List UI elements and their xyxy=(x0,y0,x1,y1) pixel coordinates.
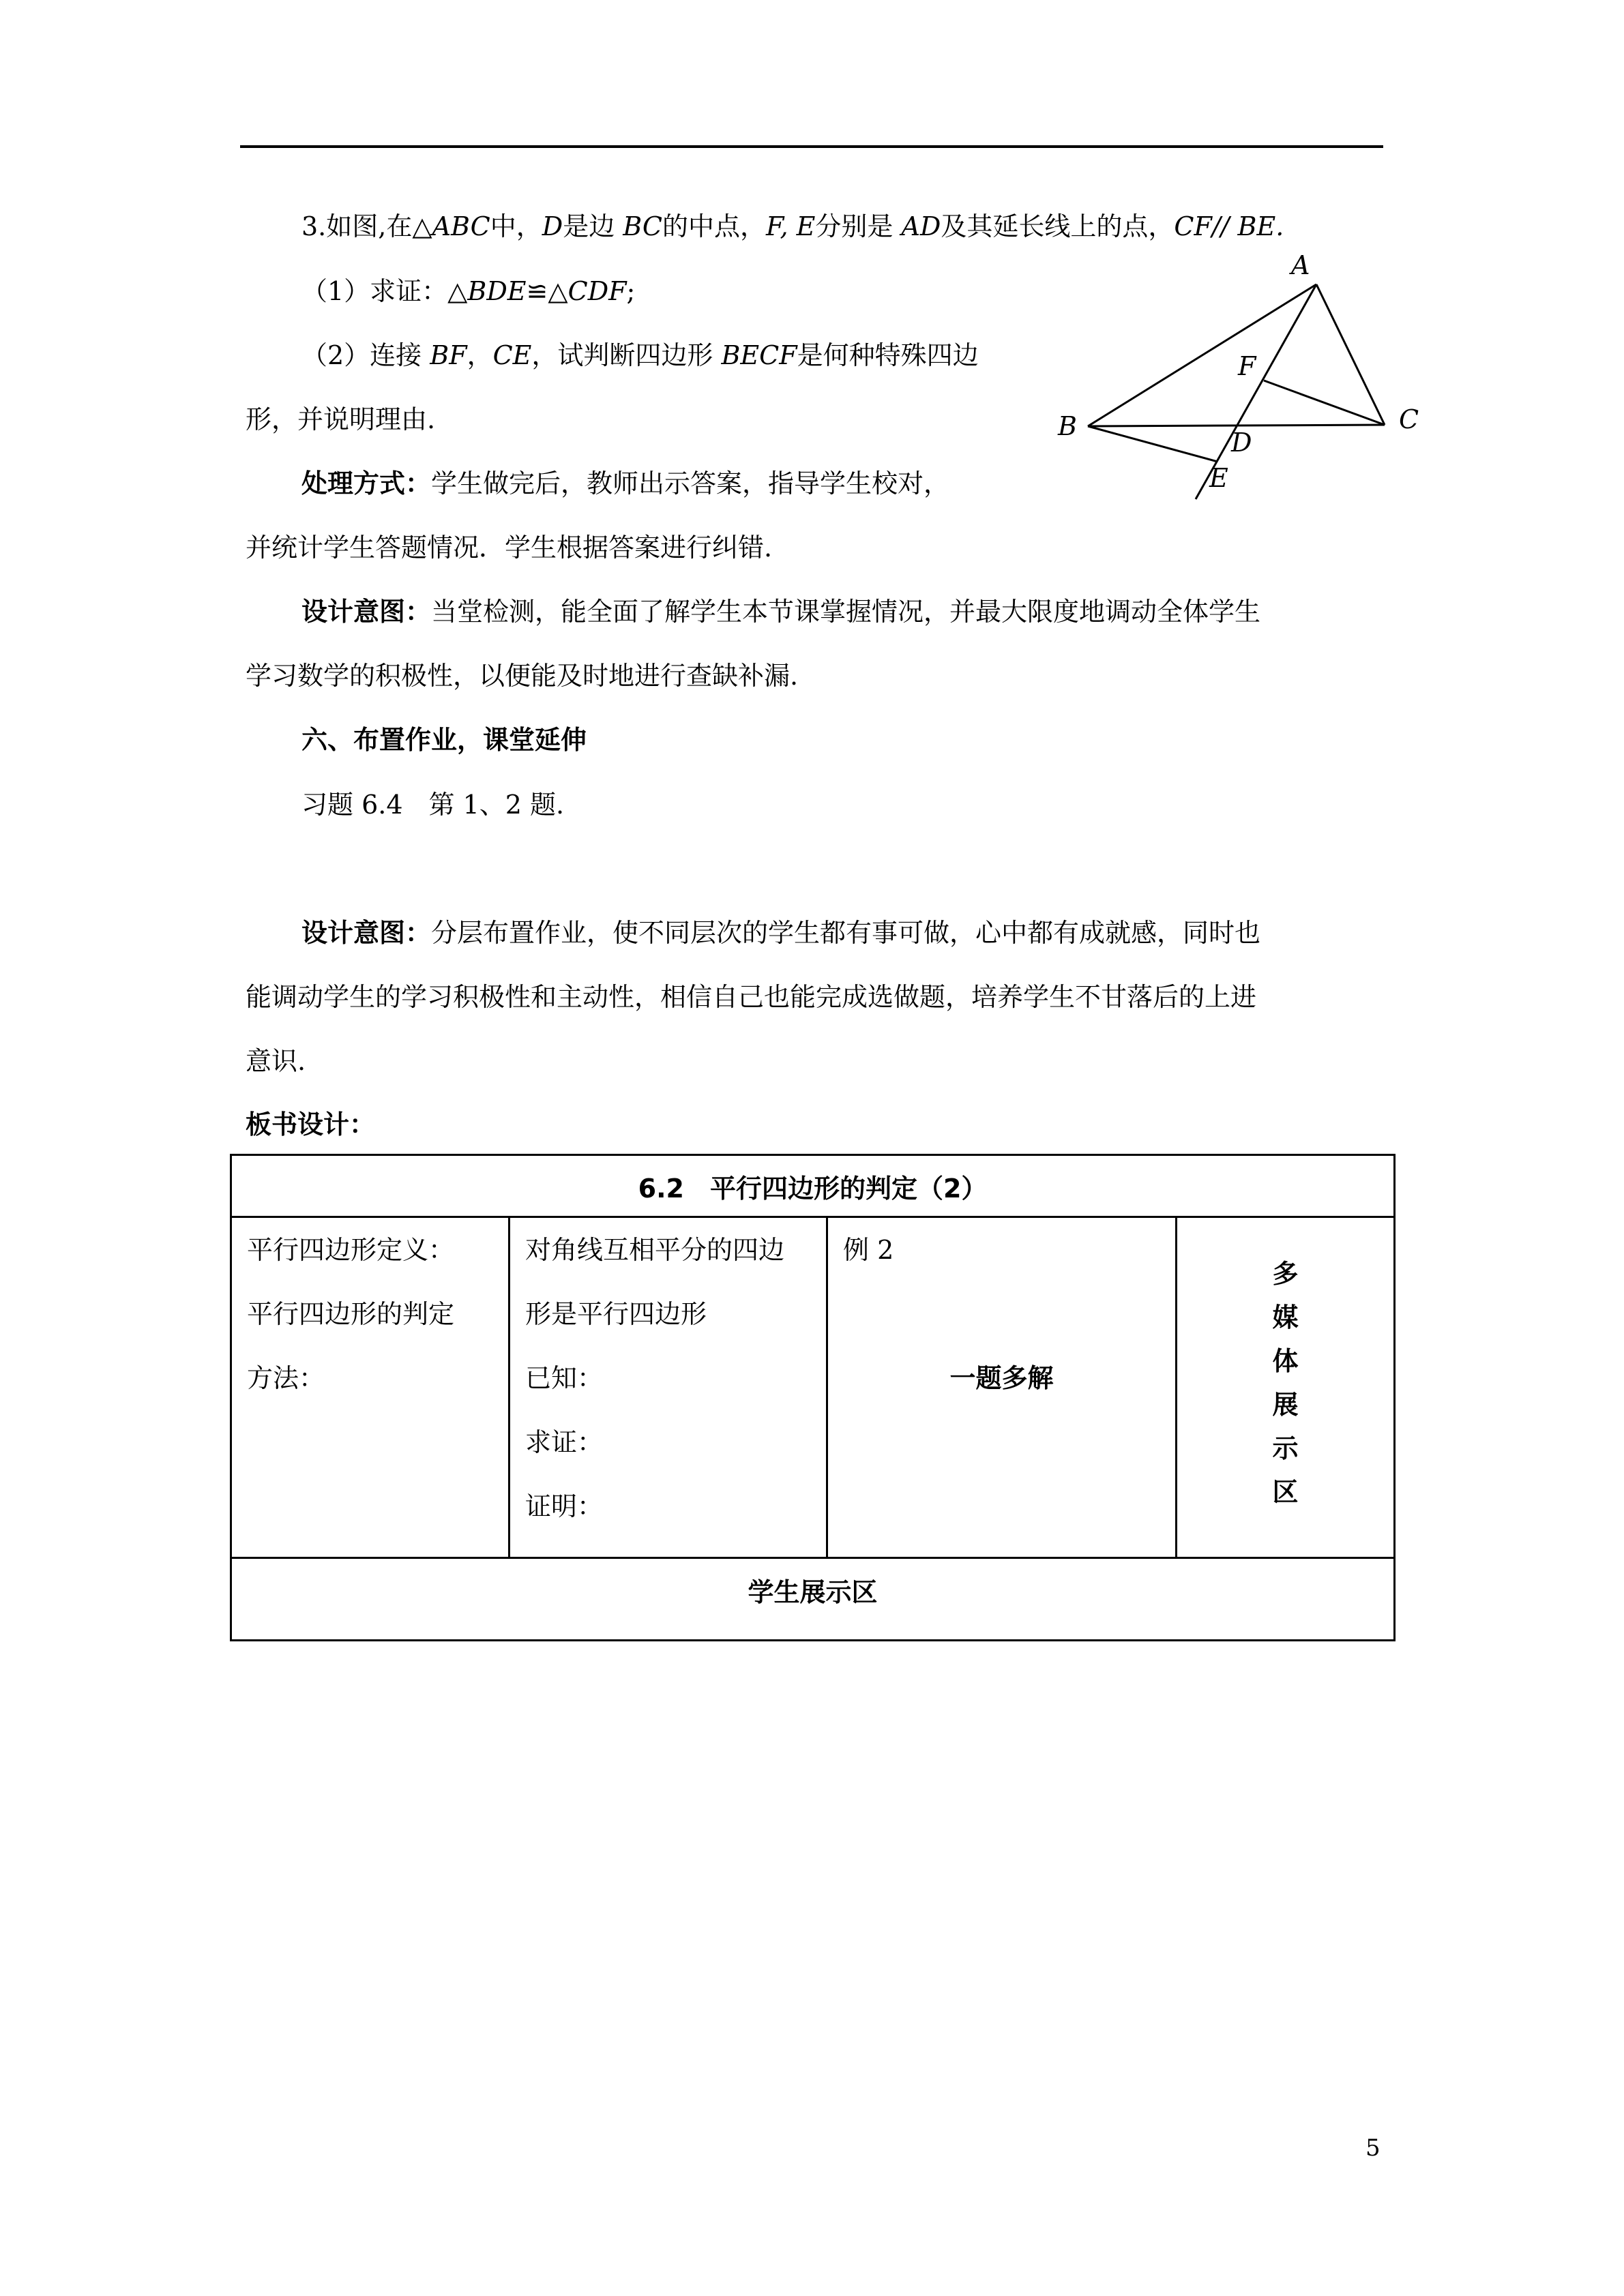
segment-ab xyxy=(1088,284,1316,426)
header-rule xyxy=(240,145,1383,148)
intent1-line1: 设计意图：当堂检测，能全面了解学生本节课掌握情况，并最大限度地调动全体学生 xyxy=(301,597,1261,627)
q3-statement: 3.如图,在△ABC中，D是边 BC的中点，F, E分别是 AD及其延长线上的点，CF// BE. xyxy=(301,211,1284,241)
col2-line: 证明： xyxy=(525,1491,604,1521)
triangle-figure xyxy=(1047,252,1429,505)
section6-heading: 六、布置作业，课堂延伸 xyxy=(301,725,587,755)
board-col-definition xyxy=(231,1217,510,1558)
handling-line1: 处理方式：学生做完后，教师出示答案，指导学生校对， xyxy=(301,468,950,498)
example-method: 一题多解 xyxy=(949,1363,1054,1393)
example-label: 例 2 xyxy=(843,1235,894,1265)
intent1-line2: 学习数学的积极性，以便能及时地进行查缺补漏. xyxy=(246,661,799,691)
student-display-area xyxy=(231,1558,1395,1641)
q3-part1: （1）求证：△BDE≌△CDF; xyxy=(301,276,636,306)
col2-line: 求证： xyxy=(525,1427,604,1457)
handling-line2: 并统计学生答题情况．学生根据答案进行纠错. xyxy=(246,533,773,563)
q3-part2-cont: 形，并说明理由. xyxy=(246,404,436,434)
col2-line: 对角线互相平分的四边 xyxy=(525,1235,785,1265)
label-e: E xyxy=(1209,463,1228,493)
student-display-label: 学生展示区 xyxy=(748,1577,878,1607)
intent2-line3: 意识. xyxy=(246,1046,306,1076)
col1-line: 平行四边形定义： xyxy=(247,1235,455,1265)
label-a: A xyxy=(1291,252,1310,280)
segment-be xyxy=(1088,426,1217,462)
board-col-theorem xyxy=(510,1217,827,1558)
label-d: D xyxy=(1231,428,1252,458)
page-number: 5 xyxy=(1365,2134,1381,2162)
board-title: 6.2 平行四边形的判定（2） xyxy=(231,1155,1395,1217)
q3-part2: （2）连接 BF，CE，试判断四边形 BECF是何种特殊四边 xyxy=(301,340,979,370)
board-heading: 板书设计： xyxy=(246,1109,376,1139)
label-c: C xyxy=(1399,404,1419,434)
label-f: F xyxy=(1238,351,1256,381)
col2-line: 已知： xyxy=(525,1363,604,1393)
label-b: B xyxy=(1058,411,1077,441)
col2-line: 形是平行四边形 xyxy=(525,1299,707,1329)
col1-line: 平行四边形的判定 xyxy=(247,1299,455,1329)
board-col-example xyxy=(827,1217,1177,1558)
intent2-line1: 设计意图：分层布置作业，使不同层次的学生都有事可做，心中都有成就感，同时也 xyxy=(301,918,1261,948)
board-design-table xyxy=(230,1154,1396,1641)
intent2-line2: 能调动学生的学习积极性和主动性，相信自己也能完成选做题，培养学生不甘落后的上进 xyxy=(246,982,1257,1012)
col1-line: 方法： xyxy=(247,1363,325,1393)
homework-line: 习题 6.4 第 1、2 题. xyxy=(301,790,565,820)
board-col-multimedia xyxy=(1177,1217,1395,1558)
multimedia-label: 多 媒 体 展 示 区 xyxy=(1272,1259,1299,1507)
